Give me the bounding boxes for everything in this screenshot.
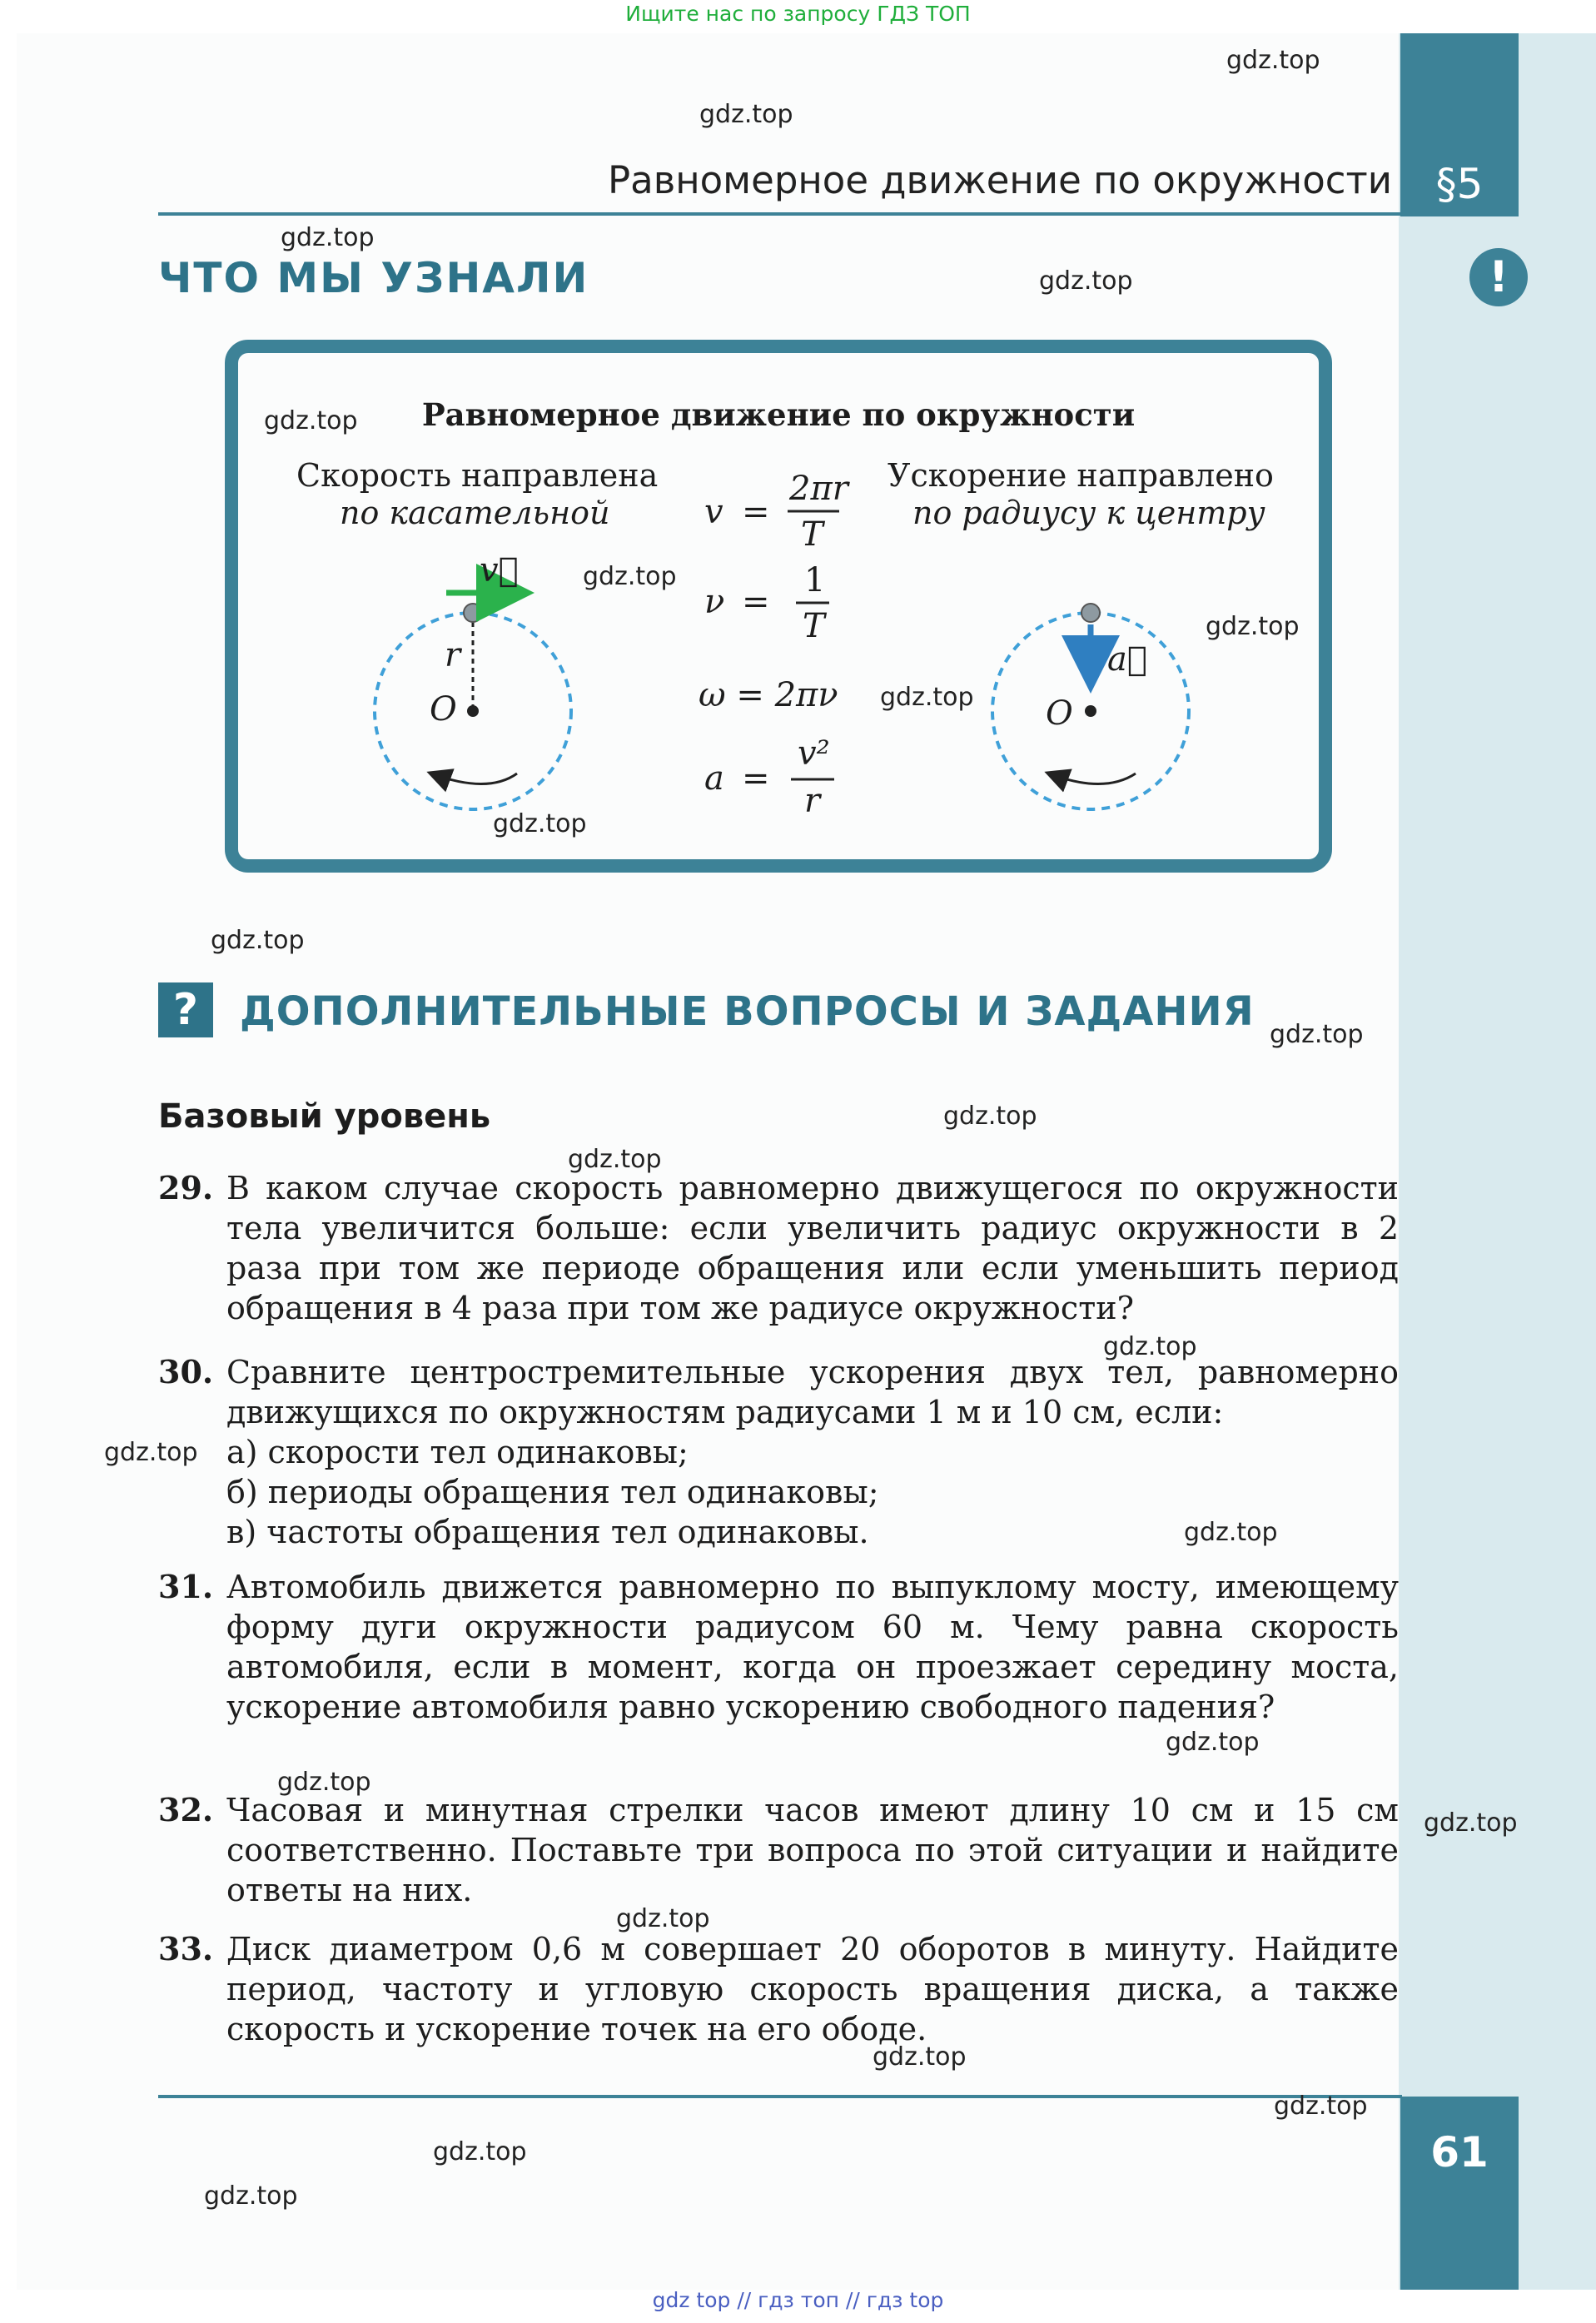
task-text: Сравните центростремительные ускорения двух тел, равномерно движущихся по окружностям радиусами 1 м и 10 см, если:	[226, 1354, 1399, 1430]
formula-1-lhs: v	[704, 493, 723, 531]
left-center-dot	[467, 705, 479, 717]
radius-label: r	[445, 636, 461, 674]
formula-3: ω = 2πν	[699, 676, 838, 714]
header-rule	[158, 212, 1402, 216]
watermark: gdz.top	[616, 1904, 710, 1933]
section-tab: §5	[1400, 33, 1519, 216]
top-banner[interactable]: Ищите нас по запросу ГДЗ ТОП	[625, 2, 971, 26]
task-29	[158, 1168, 1399, 1328]
formula-4-num: v²	[798, 734, 830, 773]
watermark: gdz.top	[1206, 612, 1300, 641]
watermark: gdz.top	[583, 562, 677, 591]
formula-4-eq: =	[742, 759, 770, 798]
formula-1-num: 2πr	[789, 470, 848, 508]
watermark: gdz.top	[943, 1102, 1037, 1131]
left-body-ball	[464, 604, 482, 622]
task-option-a: а) скорости тел одинаковы;	[226, 1434, 689, 1470]
task-option-b: б) периоды обращения тел одинаковы;	[226, 1474, 879, 1510]
watermark: gdz.top	[104, 1438, 198, 1467]
watermark: gdz.top	[204, 2181, 298, 2211]
left-rotation-arrow	[431, 774, 517, 784]
formula-1-den: T	[801, 515, 823, 554]
watermark: gdz.top	[568, 1145, 662, 1174]
bottom-banner[interactable]: gdz top // гдз топ // гдз top	[652, 2288, 944, 2312]
level-heading: Базовый уровень	[158, 1097, 491, 1136]
formula-4-den: r	[804, 782, 821, 820]
formula-4-lhs: a	[704, 759, 724, 798]
watermark: gdz.top	[1039, 266, 1133, 296]
task-number: 29.	[158, 1169, 214, 1206]
task-32	[158, 1790, 1399, 1910]
acceleration-caption-1: Ускорение направлено	[887, 457, 1274, 494]
task-number: 30.	[158, 1353, 214, 1390]
task-31	[158, 1567, 1399, 1727]
page-edge-strip	[1399, 33, 1596, 2290]
right-body-ball	[1081, 604, 1100, 622]
watermark: gdz.top	[880, 683, 974, 712]
watermark: gdz.top	[433, 2137, 527, 2166]
watermark: gdz.top	[699, 100, 793, 129]
formula-1-eq: =	[742, 493, 770, 531]
watermark: gdz.top	[211, 926, 305, 955]
watermark: gdz.top	[264, 406, 358, 435]
formula-2-num: 1	[804, 561, 826, 599]
task-number: 31.	[158, 1568, 214, 1605]
velocity-vector-label: v⃗	[480, 551, 519, 589]
box-title: Равномерное движение по окружности	[421, 396, 1136, 433]
velocity-caption-2: по касательной	[340, 495, 610, 531]
watermark: gdz.top	[1103, 1332, 1197, 1361]
right-center-label: O	[1046, 694, 1073, 733]
footer-rule	[158, 2095, 1402, 2098]
exclamation-icon: !	[1469, 248, 1528, 306]
questions-title: ДОПОЛНИТЕЛЬНЫЕ ВОПРОСЫ И ЗАДАНИЯ	[240, 988, 1255, 1035]
watermark: gdz.top	[1166, 1728, 1260, 1757]
running-title: Равномерное движение по окружности	[608, 158, 1392, 202]
task-text: Часовая и минутная стрелки часов имеют длину 10 см и 15 см соответственно. Поставьте три вопроса по этой ситуации и найдите ответы на них.	[226, 1792, 1399, 1908]
watermark: gdz.top	[1184, 1518, 1278, 1547]
watermark: gdz.top	[1274, 2092, 1368, 2121]
task-33	[158, 1929, 1399, 2049]
task-number: 32.	[158, 1791, 214, 1828]
velocity-caption-1: Скорость направлена	[296, 457, 659, 494]
left-center-label: O	[430, 690, 457, 729]
right-rotation-arrow	[1049, 774, 1136, 784]
task-option-c: в) частоты обращения тел одинаковы.	[226, 1514, 869, 1550]
task-text: Диск диаметром 0,6 м совершает 20 оборотов в минуту. Найдите период, частоту и угловую скорость вращения диска, а также скорость и ускорение точек на его ободе.	[226, 1931, 1399, 2047]
formula-2-den: T	[803, 607, 825, 645]
acceleration-caption-2: по радиусу к центру	[912, 495, 1265, 531]
watermark: gdz.top	[1226, 46, 1320, 75]
watermark: gdz.top	[493, 809, 587, 838]
page-number: 61	[1400, 2097, 1519, 2290]
formula-2-lhs: ν	[704, 583, 725, 621]
watermark: gdz.top	[1424, 1808, 1518, 1838]
watermark: gdz.top	[1270, 1020, 1364, 1049]
watermark: gdz.top	[873, 2042, 967, 2072]
task-text: В каком случае скорость равномерно движущегося по окружности тела увеличится больше: если увеличить радиус окружности в 2 раза при том же периоде обращения или если уменьшить период обращения в 4 раза при том же радиусе окружности?	[226, 1170, 1399, 1326]
right-center-dot	[1085, 705, 1096, 717]
watermark: gdz.top	[277, 1768, 371, 1797]
watermark: gdz.top	[281, 223, 375, 252]
acceleration-vector-label: a⃗	[1107, 640, 1147, 679]
task-number: 33.	[158, 1930, 214, 1967]
summary-box	[225, 340, 1332, 873]
task-text: Автомобиль движется равномерно по выпуклому мосту, имеющему форму дуги окружности радиусом 60 м. Чему равна скорость автомобиля, если в момент, когда он проезжает середину моста, ускорение автомобиля равно ускорению свободного падения?	[226, 1569, 1399, 1725]
formula-2-eq: =	[742, 583, 770, 621]
summary-section-title: ЧТО МЫ УЗНАЛИ	[158, 254, 589, 302]
question-icon: ?	[158, 982, 213, 1037]
